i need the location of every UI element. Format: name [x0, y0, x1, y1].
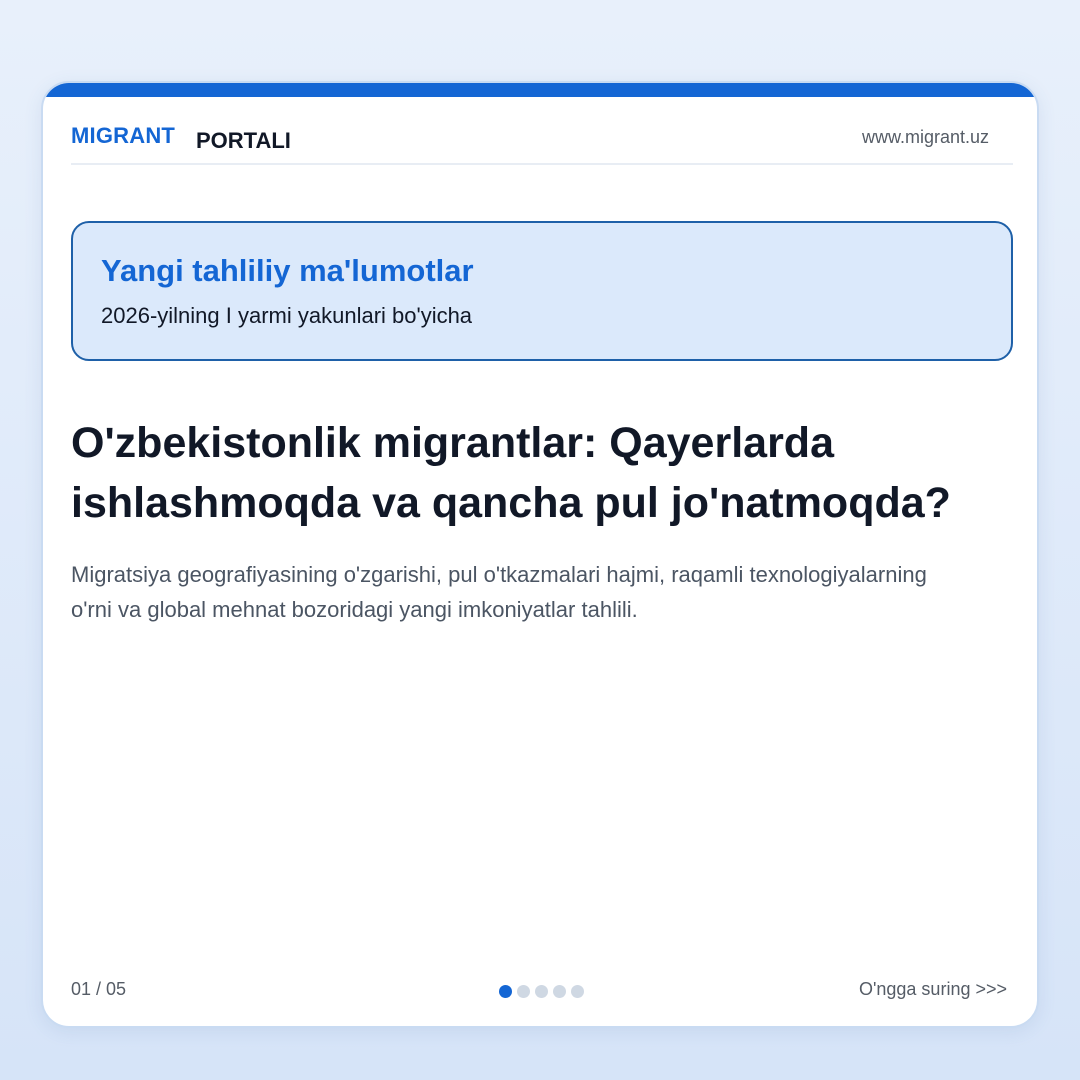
highlight-subtitle: 2026-yilning I yarmi yakunlari bo'yicha — [101, 303, 473, 328]
slide-dot[interactable] — [553, 985, 566, 998]
header — [71, 123, 1013, 165]
highlight-title: Yangi tahliliy ma'lumotlar — [101, 253, 474, 288]
slide-dot[interactable] — [499, 985, 512, 998]
accent-top-bar — [43, 83, 1037, 97]
slide-dot[interactable] — [517, 985, 530, 998]
brand-name: MIGRANT — [71, 123, 176, 148]
site-url-link[interactable]: www.migrant.uz — [861, 127, 989, 147]
page-description: Migratsiya geografiyasining o'zgarishi, pul o'tkazmalari hajmi, raqamli texnologiyalarning o'rni va global mehnat bozoridagi yangi imkoniyatlar tahlili. — [71, 562, 927, 622]
swipe-next-hint[interactable]: O'ngga suring >>> — [858, 979, 1007, 999]
slide-dots — [499, 985, 584, 998]
slide-dot[interactable] — [571, 985, 584, 998]
slide-card — [41, 81, 1039, 1028]
brand-suffix: PORTALI — [196, 128, 291, 153]
highlight-box — [71, 221, 1013, 361]
slide-dot[interactable] — [535, 985, 548, 998]
page-headline: O'zbekistonlik migrantlar: Qayerlarda ishlashmoqda va qancha pul jo'natmoqda? — [71, 419, 951, 527]
page-indicator: 01 / 05 — [71, 979, 127, 999]
